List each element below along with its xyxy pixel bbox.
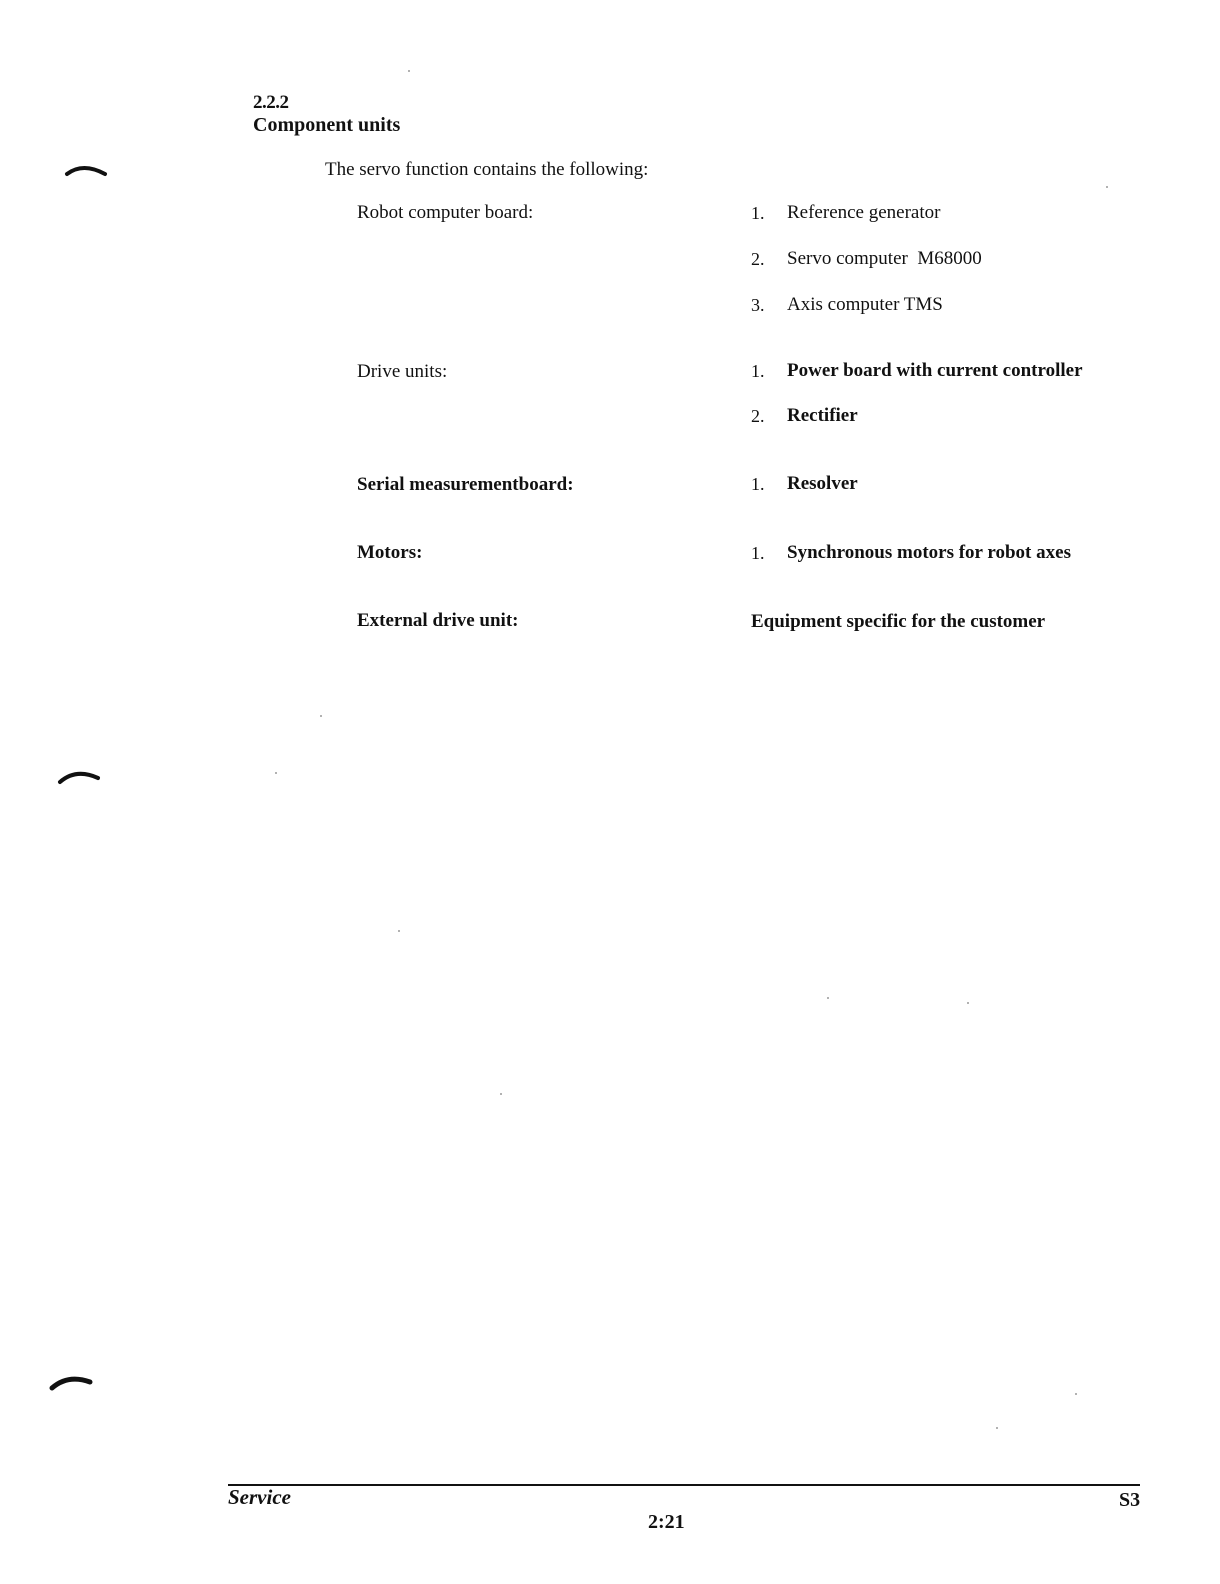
- footer-system-code: S3: [1119, 1489, 1141, 1511]
- list-item-number: 1.: [751, 361, 765, 381]
- list-item-text: Axis computer TMS: [787, 294, 943, 315]
- group-label-external-drive-unit: External drive unit:: [357, 610, 519, 631]
- list-item-text: Servo computer M68000: [787, 248, 982, 269]
- list-item-text: Power board with current controller: [787, 360, 1083, 381]
- list-item-number: 1.: [751, 203, 765, 223]
- binder-hole-mark: [63, 158, 113, 182]
- list-item-text: Reference generator: [787, 202, 941, 223]
- group-label-robot-computer-board: Robot computer board:: [357, 202, 534, 223]
- scan-speck: [398, 930, 400, 932]
- scan-speck: [408, 70, 410, 72]
- scan-speck: [500, 1093, 502, 1095]
- scan-speck: [320, 715, 322, 717]
- footer-rule: [228, 1484, 1140, 1486]
- scan-speck: [1106, 186, 1108, 188]
- group-label-serial-measurement-board: Serial measurementboard:: [357, 474, 574, 495]
- list-item-text: Rectifier: [787, 405, 858, 426]
- scan-speck: [996, 1427, 998, 1429]
- list-item-number: 1.: [751, 474, 765, 494]
- list-item-number: 2.: [751, 406, 765, 426]
- external-drive-unit-value: Equipment specific for the customer: [751, 611, 1046, 632]
- group-label-motors: Motors:: [357, 542, 423, 563]
- group-label-drive-units: Drive units:: [357, 361, 448, 382]
- binder-hole-mark: [48, 1370, 98, 1394]
- binder-hole-mark: [56, 764, 106, 788]
- section-number: 2.2.2: [253, 92, 289, 113]
- list-item-number: 1.: [751, 543, 765, 563]
- scan-speck: [1075, 1393, 1077, 1395]
- intro-text: The servo function contains the following:: [325, 159, 649, 180]
- page-number: 2:21: [648, 1511, 685, 1533]
- scan-speck: [275, 772, 277, 774]
- list-item-text: Resolver: [787, 473, 858, 494]
- list-item-text: Synchronous motors for robot axes: [787, 542, 1071, 563]
- scan-speck: [827, 997, 829, 999]
- list-item-number: 2.: [751, 249, 765, 269]
- list-item-number: 3.: [751, 295, 765, 315]
- section-title: Component units: [253, 114, 401, 136]
- scan-speck: [967, 1002, 969, 1004]
- footer-manual-name: Service: [228, 1485, 291, 1509]
